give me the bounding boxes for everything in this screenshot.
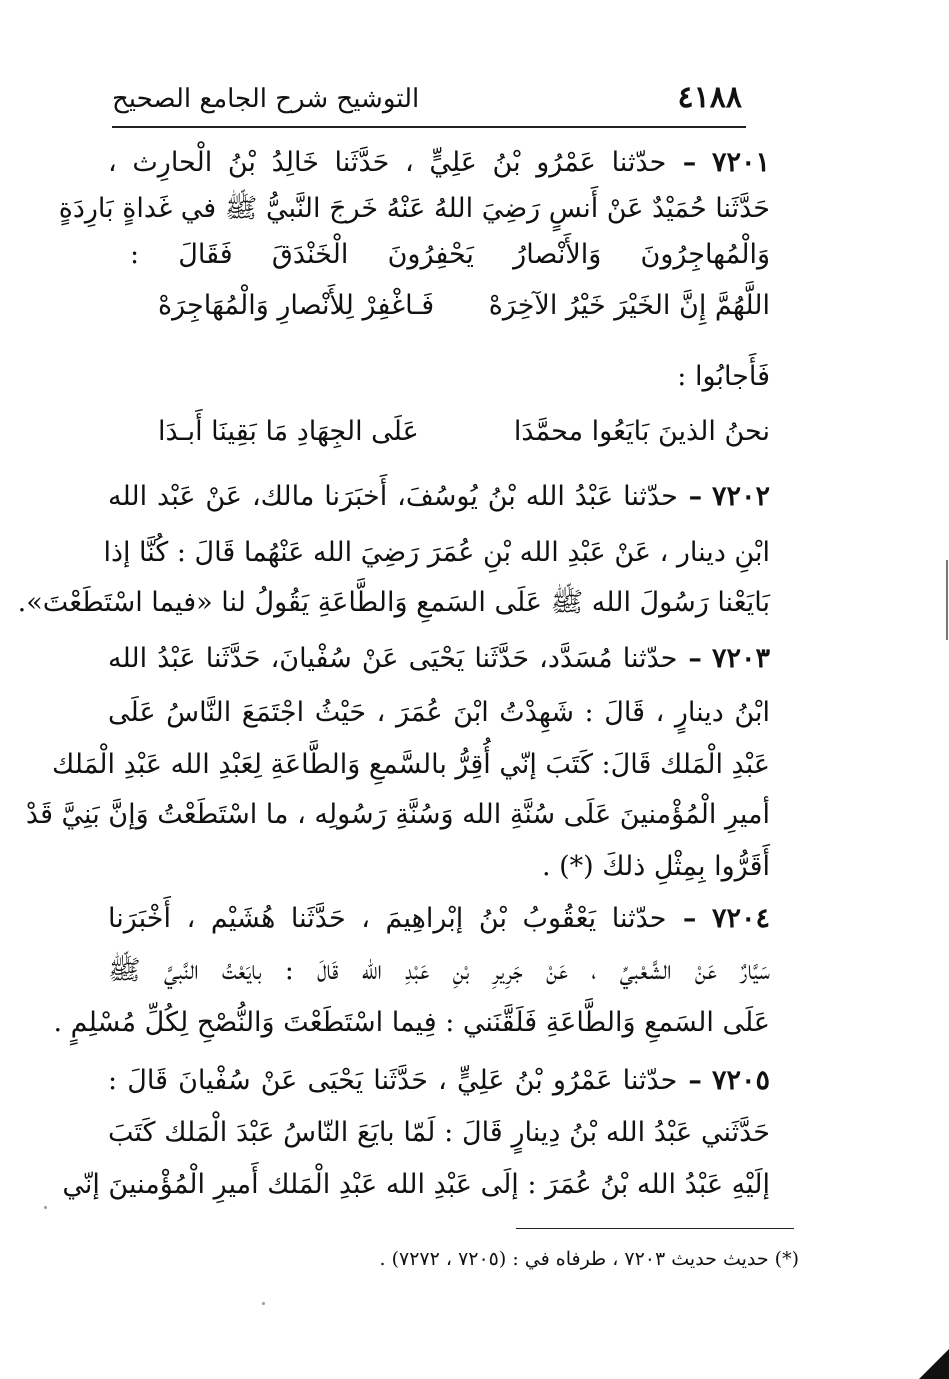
- hadith-line: [108, 140, 770, 186]
- hadith-line: سَيَّارٌ عَنْ الشَّعْبيِّ ، عَنْ جَرِيرِ بْنِ عَبْدِ الله قَالَ : بايَعْتُ النَّبيَّ ﷺ: [108, 955, 770, 986]
- hadith-line: [108, 896, 770, 942]
- hadith-line: حَدَّثَنا حُمَيْدٌ عَنْ أَنسٍ رَضِيَ اللهُ عَنْهُ خَرجَ النَّبيُّ ﷺ في غَداةٍ بَارِدَةٍ: [58, 193, 770, 224]
- hadith-line-text: حدّثنا عَبْدُ الله بْنُ يُوسُفَ، أَخبَرَنا مالك، عَنْ عَبْد الله: [108, 481, 678, 512]
- hadith-number: ٧٢٠٤: [711, 903, 770, 934]
- hadith-line-text: حدّثنا يَعْقُوبُ بْنُ إبْراهِيمَ ، حَدَّثَنا هُشَيْم ، أَخْبَرَنا: [108, 903, 667, 934]
- hadith-line: عَبْدِ الْمَلك قَالَ: كَتَبَ إنّي أُقِرُّ بالسَّمعِ وَالطَّاعَةِ لِعَبْدِ الله عَبْدِ الْمَلك: [52, 749, 770, 780]
- hadith-line: عَلَى السَمعِ وَالطَّاعَةِ فَلَقَّنَني : فِيما اسْتَطَعْتَ وَالنُّصْحِ لِكُلِّ مُسْلِمٍ .: [53, 1007, 770, 1038]
- hadith-line: إلَيْهِ عَبْدُ الله بْنُ عُمَرَ : إلَى عَبْدِ الله عَبْدِ الْمَلك أَميرِ الْمُؤْمنينَ إنّي: [62, 1169, 770, 1200]
- hadith-line: ابْنُ دينارٍ ، قَالَ : شَهِدْتُ ابْنَ عُمَرَ ، حَيْثُ اجْتَمَعَ النَّاسُ عَلَى: [108, 697, 770, 728]
- verse-hemistich-left: فَـاغْفِرْ لِلأَنْصارِ وَالْمُهَاجِرَهْ: [158, 290, 435, 321]
- scan-speck: [262, 1302, 265, 1305]
- hadith-line: [108, 636, 770, 682]
- hadith-line-text: حدّثنا عَمْرُو بْنُ عَلِيٍّ ، حَدَّثَنا خَالِدُ بْنُ الْحارِث ،: [108, 147, 667, 178]
- hadith-line: [108, 474, 770, 520]
- hadith-line: [108, 1058, 770, 1104]
- verse-hemistich-right: اللَّهُمَّ إِنَّ الخَيْرَ خَيْرُ الآخِرَهْ: [488, 290, 770, 321]
- hadith-line: بَايَعْنا رَسُولَ الله ﷺ عَلَى السَمعِ وَالطَّاعَةِ يَقُولُ لنا «فيما اسْتَطَعْتَ».: [17, 587, 770, 618]
- hadith-line: وَالْمُهاجِرُونَ وَالأَنْصارُ يَحْفِرُونَ الْخَنْدَقَ فَقَالَ :: [130, 239, 770, 270]
- footnote: (*) حديث حديث ٧٢٠٣ ، طرفاه في : (٧٢٠٥ ، ٧٢٧٢) .: [379, 1248, 799, 1270]
- scan-edge-line: [946, 560, 948, 640]
- dash: –: [677, 481, 703, 512]
- reply-line: فَأَجابُوا :: [677, 361, 770, 392]
- hadith-number: ٧٢٠٢: [711, 481, 770, 512]
- dash: –: [677, 1065, 702, 1096]
- book-title: التوشيح شرح الجامع الصحيح: [112, 84, 420, 114]
- hadith-number: ٧٢٠٣: [711, 643, 770, 674]
- verse-hemistich-right: نحنُ الذينَ بَايَعُوا محمَّدَا: [513, 416, 770, 447]
- hadith-line: ابْنِ دينار ، عَنْ عَبْدِ الله بْنِ عُمَرَ رَضِيَ الله عَنْهُما قَالَ : كُنَّا إذا: [103, 537, 770, 568]
- footnote-rule: [516, 1228, 794, 1229]
- scan-speck: [44, 1206, 47, 1209]
- hadith-line-text: حدّثنا عَمْرُو بْنُ عَلِيٍّ ، حَدَّثَنا يَحْيَى عَنْ سُفْيانَ قَالَ :: [108, 1065, 678, 1096]
- hadith-line-text: حدّثنا مُسَدَّد، حَدَّثَنا يَحْيَى عَنْ سُفْيانَ، حَدَّثَنا عَبْدُ الله: [108, 643, 678, 674]
- dash: –: [666, 147, 697, 178]
- verse-hemistich-left: عَلَى الجِهَادِ مَا بَقِينَا أَبـدَا: [158, 416, 419, 447]
- dash: –: [677, 643, 702, 674]
- page-number: ٤١٨٨: [677, 80, 742, 115]
- poetry-verse-2: [158, 416, 770, 462]
- hadith-line: حَدَّثَني عَبْدُ الله بْنُ دِينارٍ قَالَ : لَمّا بايَعَ النّاسُ عَبْدَ الْمَلك كَتَبَ: [108, 1117, 770, 1148]
- dash: –: [666, 903, 697, 934]
- hadith-line: أميرِ الْمُؤْمنينَ عَلَى سُنَّةِ الله وَسُنَّةِ رَسُولِه ، ما اسْتَطَعْتُ وَإنَّ بَنِيَّ قَدْ: [25, 799, 770, 830]
- hadith-number: ٧٢٠٥: [711, 1065, 770, 1096]
- page-corner-mark: [919, 1349, 949, 1379]
- hadith-line: أَقَرُّوا بِمِثْلِ ذلكَ (*) .: [541, 851, 770, 882]
- hadith-number: ٧٢٠١: [711, 147, 770, 178]
- poetry-verse-1: [158, 290, 770, 336]
- header-rule: [112, 126, 746, 128]
- page-header: [112, 80, 742, 124]
